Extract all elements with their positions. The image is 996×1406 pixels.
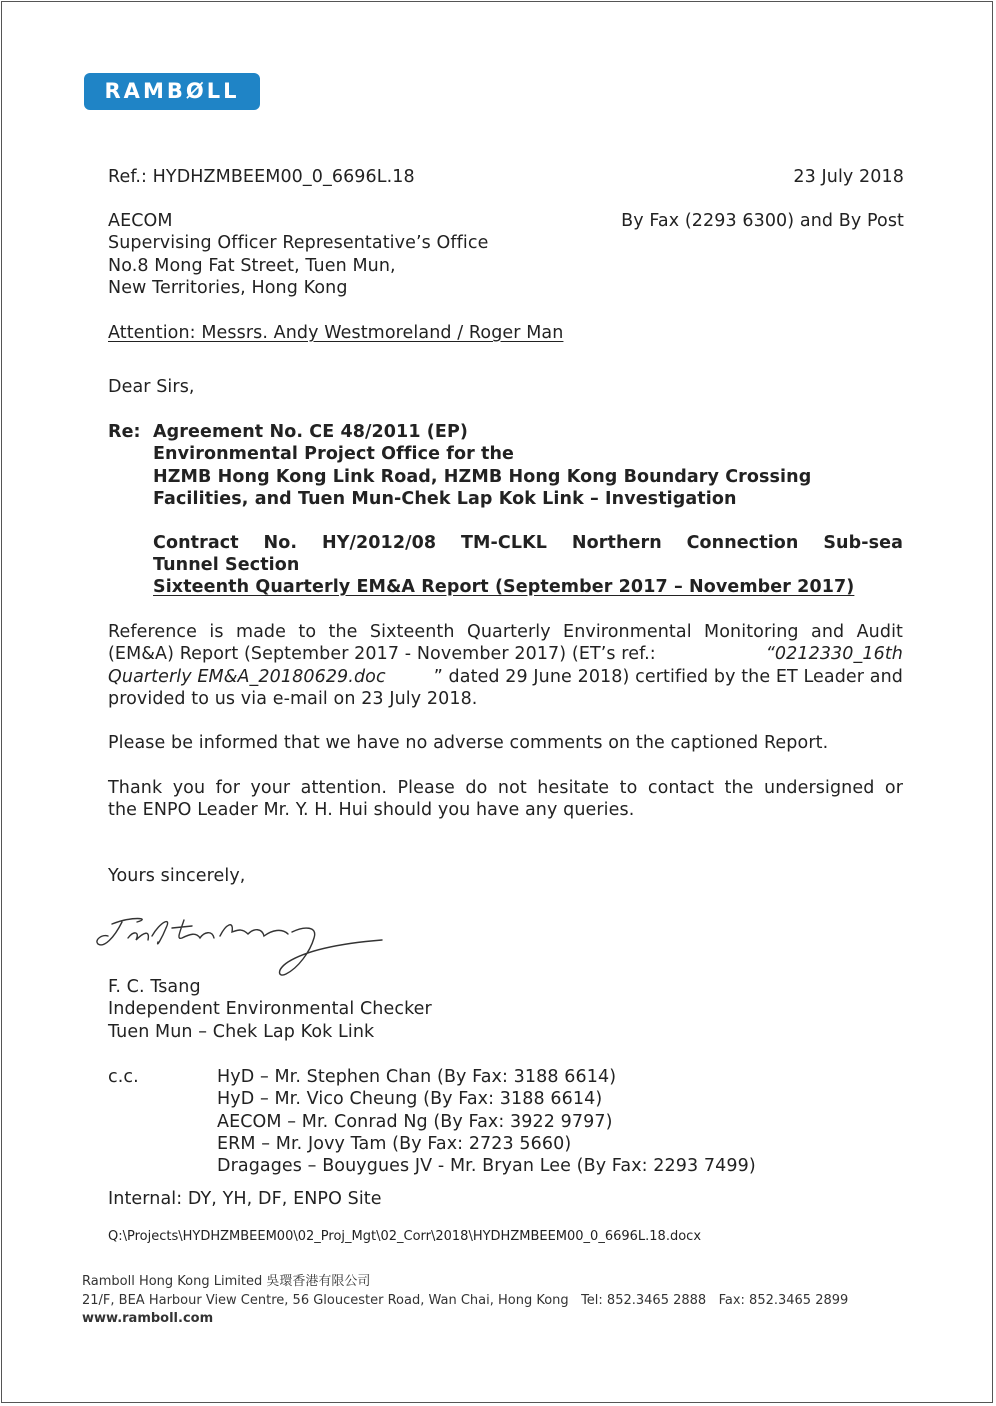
footer-address-line — [82, 1292, 848, 1310]
internal-distribution: Internal: DY, YH, DF, ENPO Site — [108, 1189, 382, 1209]
re-line: Agreement No. CE 48/2011 (EP) — [153, 422, 468, 442]
salutation: Dear Sirs, — [108, 377, 195, 397]
re-line: HZMB Hong Kong Link Road, HZMB Hong Kong Boundary Crossing — [153, 466, 812, 487]
footer-fax: Fax: 852.3465 2899 — [718, 1293, 849, 1308]
para-italic: Quarterly EM&A_20180629.doc — [108, 666, 386, 687]
para-line: provided to us via e-mail on 23 July 2018. — [108, 688, 478, 709]
para-text: (EM&A) Report (September 2017 - November 2017) (ET’s ref.: — [108, 644, 656, 665]
para-line: the ENPO Leader Mr. Y. H. Hui should you have any queries. — [108, 800, 635, 821]
signatory-title: Independent Environmental Checker — [108, 999, 432, 1020]
re-label: Re: — [108, 422, 141, 442]
address-block — [108, 210, 488, 299]
paragraph-thanks — [108, 777, 903, 822]
cc-item: HyD – Mr. Stephen Chan (By Fax: 3188 6614) — [217, 1067, 617, 1087]
signatory-block — [108, 976, 432, 1043]
cc-item: ERM – Mr. Jovy Tam (By Fax: 2723 5660) — [217, 1133, 572, 1154]
file-path: Q:\Projects\HYDHZMBEEM00\02_Proj_Mgt\02_Corr\2018\HYDHZMBEEM00_0_6696L.18.docx — [108, 1229, 702, 1244]
cc-list — [217, 1066, 756, 1177]
cc-item: Dragages – Bouygues JV - Mr. Bryan Lee (By Fax: 2293 7499) — [217, 1156, 756, 1177]
attention-line: Attention: Messrs. Andy Westmoreland / Roger Man — [108, 323, 564, 343]
paragraph-no-comments: Please be informed that we have no adverse comments on the captioned Report. — [108, 733, 829, 753]
contract-line-1: Contract No. HY/2012/08 TM-CLKL Northern Connection Sub-sea — [153, 533, 903, 553]
address-line: Supervising Officer Representative’s Office — [108, 233, 489, 254]
cc-label: c.c. — [108, 1067, 139, 1087]
cc-item: AECOM – Mr. Conrad Ng (By Fax: 3922 9797) — [217, 1111, 613, 1132]
para-line: Thank you for your attention. Please do not hesitate to contact the undersigned or — [108, 778, 903, 798]
re-line: Facilities, and Tuen Mun-Chek Lap Kok Link – Investigation — [153, 488, 737, 509]
footer-website[interactable]: www.ramboll.com — [82, 1311, 214, 1326]
para-italic: “0212330_16th — [765, 644, 903, 665]
para-line — [108, 643, 903, 665]
closing: Yours sincerely, — [108, 866, 246, 886]
paragraph-reference — [108, 621, 903, 710]
footer-tel: Tel: 852.3465 2888 — [581, 1293, 707, 1308]
para-line: Reference is made to the Sixteenth Quarterly Environmental Monitoring and Audit — [108, 622, 903, 642]
footer-address: 21/F, BEA Harbour View Centre, 56 Gloucester Road, Wan Chai, Hong Kong — [82, 1293, 569, 1308]
address-line: No.8 Mong Fat Street, Tuen Mun, — [108, 255, 396, 276]
reference-number: Ref.: HYDHZMBEEM00_0_6696L.18 — [108, 167, 415, 187]
letter-date: 23 July 2018 — [793, 167, 904, 187]
report-title: Sixteenth Quarterly EM&A Report (September 2017 – November 2017) — [153, 577, 855, 597]
address-line: AECOM — [108, 211, 173, 231]
contract-line-2: Tunnel Section — [153, 555, 300, 575]
delivery-method: By Fax (2293 6300) and By Post — [621, 211, 904, 231]
cc-item: HyD – Mr. Vico Cheung (By Fax: 3188 6614) — [217, 1089, 603, 1110]
para-text: ” dated 29 June 2018) certified by the ET Leader and — [433, 666, 903, 687]
signatory-name: F. C. Tsang — [108, 977, 201, 997]
address-line: New Territories, Hong Kong — [108, 277, 348, 298]
logo-text: RAMBØLL — [104, 79, 240, 103]
re-line: Environmental Project Office for the — [153, 444, 515, 465]
signatory-project: Tuen Mun – Chek Lap Kok Link — [108, 1021, 375, 1042]
para-line — [108, 666, 903, 688]
re-subject — [153, 421, 811, 510]
ramboll-logo — [84, 73, 260, 110]
footer-company: Ramboll Hong Kong Limited 吳環香港有限公司 — [82, 1274, 371, 1289]
